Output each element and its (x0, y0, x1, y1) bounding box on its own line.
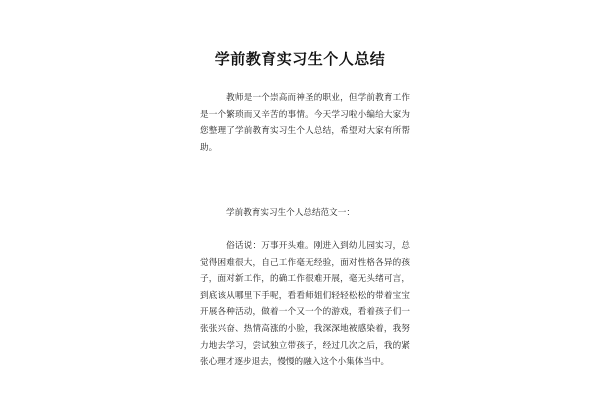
section-heading: 学前教育实习生个人总结范文一： (226, 208, 355, 218)
page-title: 学前教育实习生个人总结 (214, 50, 386, 68)
body-text: 俗话说：万事开头难。刚进入到幼儿园实习，总觉得困难很大，自己工作毫无经验，面对性格各异的孩子，面对新工作，的确工作很难开展，毫无头绪可言，到底该从哪里下手呢，看看师姐们轻轻松松的带着宝宝开展各种活动，做着一个又一个的游戏，看着孩子们一张张兴奋、热情高涨的小脸，我深深地被感染着，我努力地去学习，尝试独立带孩子，经过几次之后，我的紧张心理才逐步退去，慢慢的融入这个小集体当中。 (200, 241, 410, 368)
intro-text: 教师是一个崇高而神圣的职业，但学前教育工作是一个繁琐而又辛苦的事情。今天学习啦小编给大家为您整理了学前教育实习生个人总结，希望对大家有所帮助。 (200, 93, 410, 153)
intro-paragraph (200, 90, 410, 156)
body-paragraph (200, 238, 410, 371)
